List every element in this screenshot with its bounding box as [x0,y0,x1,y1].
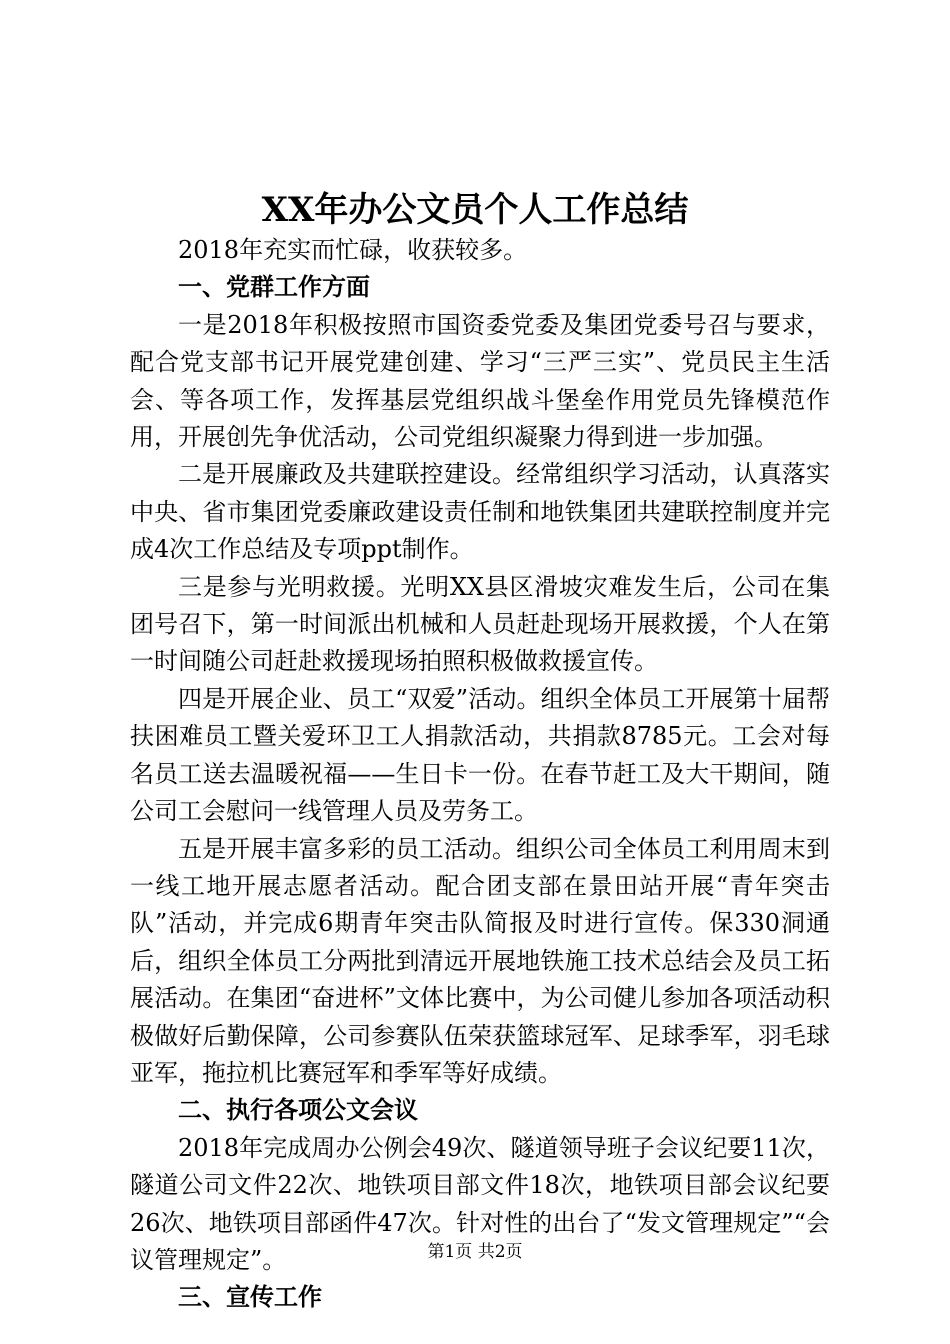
page-number-footer: 第1页 共2页 [427,1242,523,1262]
section-1-paragraph-5: 五是开展丰富多彩的员工活动。组织公司全体员工利用周末到一线工地开展志愿者活动。配合团支部在景田站开展“青年突击队”活动，并完成6期青年突击队简报及时进行宣传。保330洞通后，组织全体员工分两批到清远开展地铁施工技术总结会及员工拓展活动。在集团“奋进杯”文体比赛中，为公司健儿参加各项活动积极做好后勤保障，公司参赛队伍荣获篮球冠军、足球季军，羽毛球亚军，拖拉机比赛冠军和季军等好成绩。 [130,834,830,1087]
section-heading-1: 一、党群工作方面 [178,273,370,302]
document-body [130,232,830,1317]
section-1-paragraph-2: 二是开展廉政及共建联控建设。经常组织学习活动，认真落实中央、省市集团党委廉政建设责任制和地铁集团共建联控制度并完成4次工作总结及专项ppt制作。 [130,460,830,564]
section-1-paragraph-1: 一是2018年积极按照市国资委党委及集团党委号召与要求，配合党支部书记开展党建创建、学习“三严三实”、党员民主生活会、等各项工作，发挥基层党组织战斗堡垒作用党员先锋模范作用，开展创先争优活动，公司党组织凝聚力得到进一步加强。 [130,310,830,452]
document-title: XX年办公文员个人工作总结 [261,190,689,230]
section-heading-2: 二、执行各项公文会议 [178,1096,418,1125]
section-1-paragraph-4: 四是开展企业、员工“双爱”活动。组织全体员工开展第十届帮扶困难员工暨关爱环卫工人捐款活动，共捐款8785元。工会对每名员工送去温暖祝福——生日卡一份。在春节赶工及大干期间，随公司工会慰问一线管理人员及劳务工。 [130,684,830,826]
section-1-paragraph-3: 三是参与光明救援。光明XX县区滑坡灾难发生后，公司在集团号召下，第一时间派出机械和人员赶赴现场开展救援，个人在第一时间随公司赶赴救援现场拍照积极做救援宣传。 [130,572,830,676]
section-heading-3: 三、宣传工作 [178,1283,322,1312]
intro-paragraph: 2018年充实而忙碌，收获较多。 [178,236,528,264]
section-2-paragraph-1: 2018年完成周办公例会49次、隧道领导班子会议纪要11次，隧道公司文件22次、地铁项目部文件18次，地铁项目部会议纪要26次、地铁项目部函件47次。针对性的出台了“发文管理规定”“会议管理规定”。 [130,1133,830,1274]
